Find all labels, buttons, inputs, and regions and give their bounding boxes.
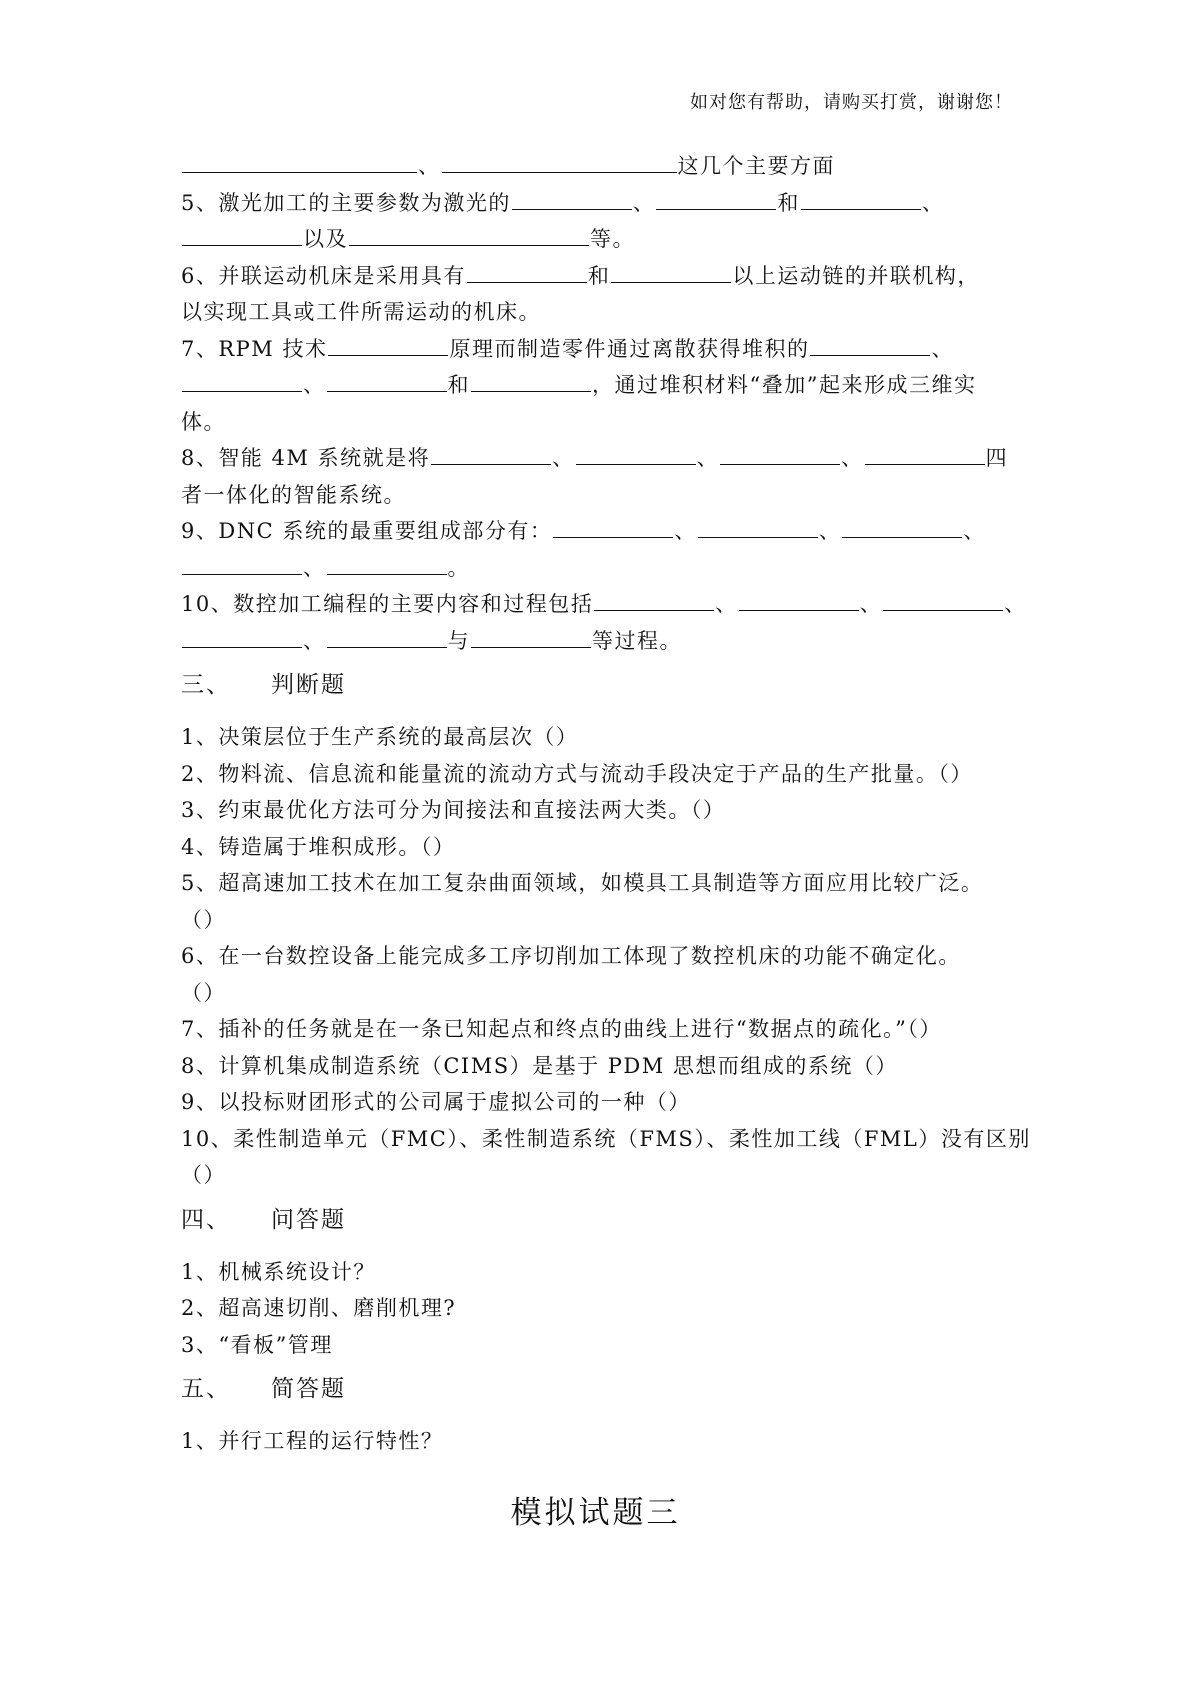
fill-in-q8-cont: 者一体化的智能系统。 (181, 482, 406, 507)
exam-content (181, 148, 1031, 1460)
answer-blank[interactable] (698, 513, 818, 538)
judgement-item: 9、以投标财团形式的公司属于虚拟公司的一种（） (181, 1090, 691, 1114)
answer-blank[interactable] (842, 513, 962, 538)
fill-in-q5-cont: 以及 等。 (181, 221, 1011, 258)
answer-blank[interactable] (442, 148, 677, 173)
judgement-item: （） (181, 980, 226, 1005)
answer-blank[interactable] (553, 513, 673, 538)
answer-blank[interactable] (656, 185, 776, 210)
answer-blank[interactable] (471, 623, 591, 648)
answer-blank[interactable] (801, 185, 921, 210)
fill-in-q7: 7、RPM 技术 原理而制造零件通过离散获得堆积的 、 (181, 331, 1011, 368)
answer-blank[interactable] (182, 623, 302, 648)
answer-blank[interactable] (611, 258, 731, 283)
answer-blank[interactable] (327, 550, 447, 575)
qa-item: 1、机械系统设计？ (181, 1259, 376, 1284)
section-heading-short-answer: 五、 简答题 (181, 1376, 346, 1402)
answer-blank[interactable] (327, 623, 447, 648)
answer-blank[interactable] (512, 185, 632, 210)
answer-blank[interactable] (810, 331, 930, 356)
judgement-item: 3、约束最优化方法可分为间接法和直接法两大类。（） (181, 798, 726, 822)
judgement-item: 1、决策层位于生产系统的最高层次（） (181, 725, 579, 749)
judgement-item: （） (181, 1163, 226, 1187)
short-answer-item: 1、并行工程的运行特性？ (181, 1429, 444, 1453)
judgement-item: 2、物料流、信息流和能量流的流动方式与流动手段决定于产品的生产批量。（） (181, 761, 973, 786)
next-exam-title: 模拟试题三 (510, 1495, 681, 1531)
fill-in-q9-cont: 、 。 (181, 550, 1011, 587)
fill-in-q5: 5、激光加工的主要参数为激光的 、 和 、 (181, 185, 1011, 222)
qa-item: 3、“看板”管理 (181, 1332, 333, 1357)
answer-blank[interactable] (182, 367, 302, 392)
section-heading-qa: 四、 问答题 (181, 1206, 346, 1233)
judgement-item: 10、柔性制造单元（FMC）、柔性制造系统（FMS）、柔性加工线（FML）没有区别 (181, 1126, 1031, 1151)
header-note: 如对您有帮助，请购买打赏，谢谢您！ (690, 92, 1013, 113)
fill-in-q8: 8、智能 4M 系统就是将 、 、 、 四 (181, 440, 1011, 477)
judgement-item: 8、计算机集成制造系统（CIMS）是基于 PDM 思想而组成的系统（） (181, 1053, 898, 1078)
answer-blank[interactable] (883, 586, 1003, 611)
answer-blank[interactable] (328, 331, 448, 356)
fill-in-q10-cont: 、 与 等过程。 (181, 623, 1011, 660)
answer-blank[interactable] (182, 550, 302, 575)
judgement-item: 7、插补的任务就是在一条已知起点和终点的曲线上进行“数据点的疏化。”（） (181, 1017, 942, 1041)
answer-blank[interactable] (576, 440, 696, 465)
answer-blank[interactable] (327, 367, 447, 392)
fill-in-q10: 10、数控加工编程的主要内容和过程包括 、 、 、 (181, 586, 1011, 623)
answer-blank[interactable] (720, 440, 840, 465)
fill-in-q9: 9、DNC 系统的最重要组成部分有： 、 、 、 (181, 513, 1011, 550)
judgement-item: 6、在一台数控设备上能完成多工序切削加工体现了数控机床的功能不确定化。 (181, 944, 961, 968)
answer-blank[interactable] (594, 586, 714, 611)
judgement-item: 4、铸造属于堆积成形。（） (181, 834, 456, 859)
answer-blank[interactable] (431, 440, 551, 465)
answer-blank[interactable] (182, 221, 302, 246)
judgement-item: （） (181, 907, 226, 932)
answer-blank[interactable] (739, 586, 859, 611)
section-heading-judgement: 三、 判断题 (181, 672, 346, 698)
judgement-item: 5、超高速加工技术在加工复杂曲面领域，如模具工具制造等方面应用比较广泛。 (181, 871, 984, 895)
answer-blank[interactable] (349, 221, 589, 246)
answer-blank[interactable] (467, 258, 587, 283)
fill-in-q7-end: 体。 (181, 409, 226, 434)
fill-in-q7-cont: 、 和 ，通过堆积材料“叠加”起来形成三维实 (181, 367, 1011, 404)
fill-in-q4-tail: 、 这几个主要方面 (181, 148, 1011, 185)
qa-item: 2、超高速切削、磨削机理? (181, 1296, 457, 1320)
answer-blank[interactable] (471, 367, 591, 392)
answer-blank[interactable] (182, 148, 417, 173)
fill-in-q6: 6、并联运动机床是采用具有 和 以上运动链的并联机构， (181, 258, 1011, 295)
answer-blank[interactable] (865, 440, 985, 465)
fill-in-q6-cont: 以实现工具或工件所需运动的机床。 (181, 300, 541, 324)
